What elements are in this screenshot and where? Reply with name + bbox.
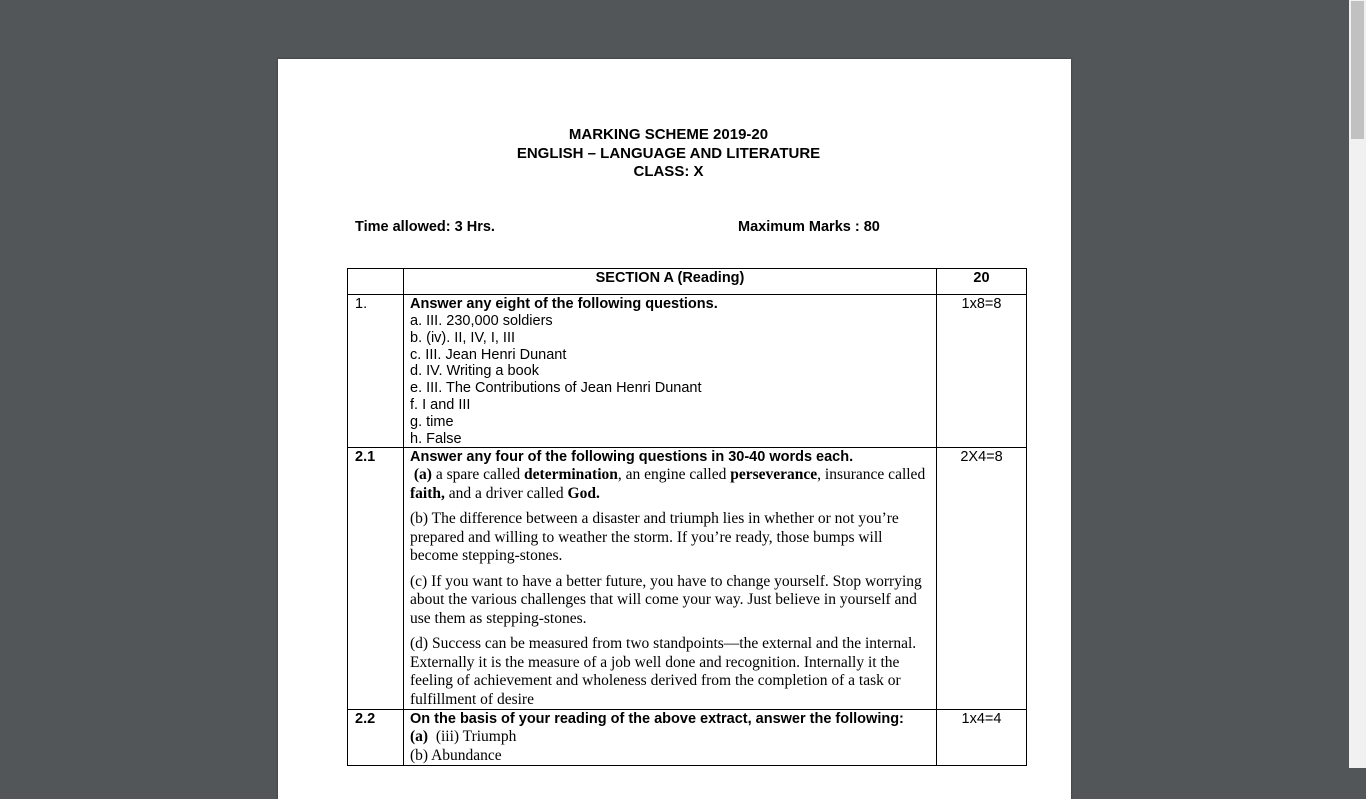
header-title: MARKING SCHEME 2019-20 xyxy=(568,126,769,143)
q22-answer-a xyxy=(410,728,930,747)
header-class: CLASS: X xyxy=(633,163,704,180)
q22-a-text: (iii) Triumph xyxy=(435,728,517,746)
table-row-q21 xyxy=(348,448,1027,710)
q21-a-bold2: perseverance xyxy=(730,466,818,484)
table-row-q1 xyxy=(348,295,1027,448)
q21-marks: 2X4=8 xyxy=(937,448,1027,710)
q21-answer-a xyxy=(410,466,930,503)
q22-a-label: (a) xyxy=(410,728,429,746)
q1-answer-g: g. time xyxy=(410,413,454,430)
q21-answer-b: (b) The difference between a disaster and triumph lies in whether or not you’re prepared and willing to weather the storm. If you’re ready, those bumps will become stepping-stones. xyxy=(410,510,899,565)
q21-answer-c: (c) If you want to have a better future, you have to change yourself. Stop worrying about the various challenges that will come your way. Just believe in yourself and use them as stepping-stones. xyxy=(410,572,922,627)
q22-prompt: On the basis of your reading of the above extract, answer the following: xyxy=(410,711,904,728)
q22-marks: 1x4=4 xyxy=(937,710,1027,766)
q21-a-text4: and a driver called xyxy=(444,484,568,502)
q1-answer-f: f. I and III xyxy=(410,396,471,413)
document-header xyxy=(278,126,1071,182)
marking-table xyxy=(347,268,1027,766)
q1-number: 1. xyxy=(348,295,404,448)
q1-body xyxy=(404,295,937,448)
q22-number: 2.2 xyxy=(348,710,404,766)
q1-answer-b: b. (iv). II, IV, I, III xyxy=(410,329,516,346)
q21-body xyxy=(404,448,937,710)
q22-answer-b: (b) Abundance xyxy=(410,746,502,764)
q21-answer-d: (d) Success can be measured from two standpoints—the external and the internal. Externally it is the measure of a job well done and recognition. Internally it the feeling of achievement and wholeness derived from the completion of a task or fulfillment of desire xyxy=(410,635,917,708)
q21-number: 2.1 xyxy=(348,448,404,710)
q21-a-text2: , an engine called xyxy=(617,466,731,484)
document-page xyxy=(278,59,1071,799)
q1-answer-d: d. IV. Writing a book xyxy=(410,363,539,380)
vertical-scrollbar[interactable] xyxy=(1349,0,1366,768)
section-title: SECTION A (Reading) xyxy=(404,269,937,295)
q21-a-text1: a spare called xyxy=(431,466,525,484)
q21-a-bold3: faith, xyxy=(410,484,445,502)
scrollbar-thumb[interactable] xyxy=(1351,1,1364,139)
q1-answer-h: h. False xyxy=(410,430,462,447)
q21-a-text3: , insurance called xyxy=(817,466,926,484)
q1-prompt: Answer any eight of the following questions. xyxy=(410,296,718,312)
table-row-q22 xyxy=(348,710,1027,766)
q1-answer-a: a. III. 230,000 soldiers xyxy=(410,313,553,329)
section-num-cell xyxy=(348,269,404,295)
q21-prompt: Answer any four of the following questions in 30-40 words each. xyxy=(410,449,854,466)
section-row xyxy=(348,269,1027,295)
section-marks: 20 xyxy=(937,269,1027,295)
time-allowed: Time allowed: 3 Hrs. xyxy=(355,219,495,235)
q21-a-bold1: determination xyxy=(524,466,618,484)
q21-a-bold4: God. xyxy=(567,484,600,502)
q1-marks: 1x8=8 xyxy=(937,295,1027,448)
q22-body xyxy=(404,710,937,766)
maximum-marks: Maximum Marks : 80 xyxy=(738,219,880,235)
q21-a-label: (a) xyxy=(413,466,432,484)
q1-answer-c: c. III. Jean Henri Dunant xyxy=(410,346,567,363)
q1-answer-e: e. III. The Contributions of Jean Henri Dunant xyxy=(410,380,702,397)
header-subject: ENGLISH – LANGUAGE AND LITERATURE xyxy=(516,144,821,162)
